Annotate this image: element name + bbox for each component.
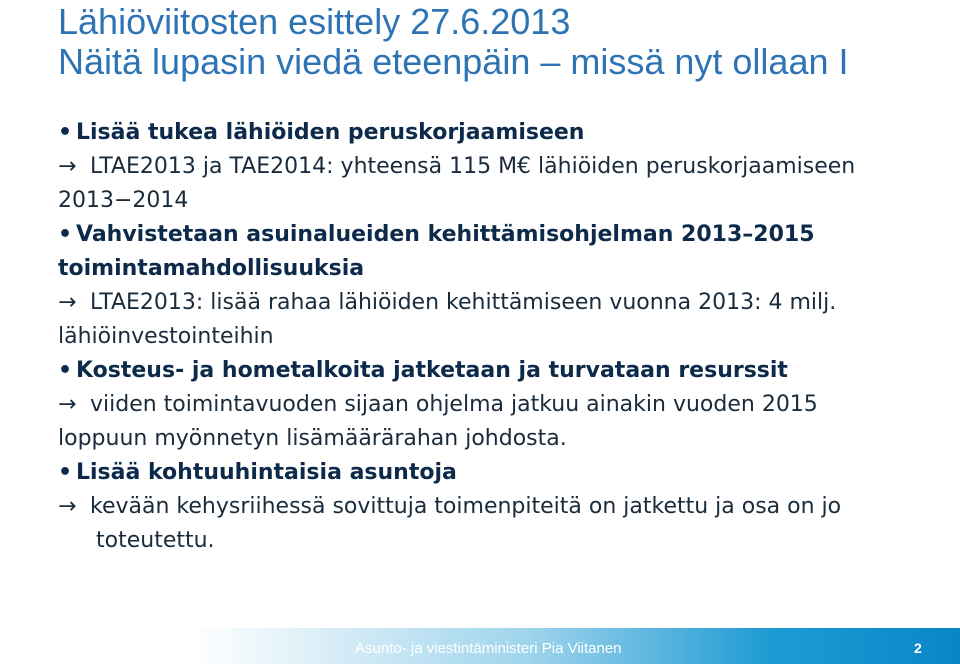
slide-content bbox=[58, 116, 938, 558]
bullet-icon: • bbox=[58, 222, 73, 247]
bullet-item bbox=[58, 456, 938, 490]
bullet-text: Lisää kohtuuhintaisia asuntoja bbox=[76, 460, 457, 485]
arrow-text-cont: toteutettu. bbox=[96, 528, 215, 553]
arrow-text-cont: loppuun myönnetyn lisämäärärahan johdosta. bbox=[58, 426, 567, 451]
footer-bar bbox=[0, 628, 960, 664]
arrow-right-icon: → bbox=[58, 290, 77, 315]
slide-title bbox=[58, 2, 849, 82]
arrow-right-icon: → bbox=[58, 392, 77, 417]
arrow-text-cont: 2013−2014 bbox=[58, 188, 189, 213]
page-number: 2 bbox=[914, 640, 922, 656]
arrow-text: LTAE2013: lisää rahaa lähiöiden kehittämiseen vuonna 2013: 4 milj. bbox=[90, 290, 837, 315]
bullet-item bbox=[58, 354, 938, 388]
arrow-text: LTAE2013 ja TAE2014: yhteensä 115 M€ lähiöiden peruskorjaamiseen bbox=[90, 154, 856, 179]
bullet-text: Lisää tukea lähiöiden peruskorjaamiseen bbox=[76, 120, 585, 145]
bullet-text-cont: toimintamahdollisuuksia bbox=[58, 256, 365, 281]
bullet-text: Vahvistetaan asuinalueiden kehittämisohjelman 2013–2015 bbox=[76, 222, 815, 247]
arrow-item bbox=[58, 388, 938, 456]
bullet-icon: • bbox=[58, 460, 73, 485]
arrow-text: viiden toimintavuoden sijaan ohjelma jatkuu ainakin vuoden 2015 bbox=[90, 392, 818, 417]
bullet-item bbox=[58, 116, 938, 150]
slide-title-line-2: Näitä lupasin viedä eteenpäin – missä nyt ollaan I bbox=[58, 41, 849, 82]
arrow-text: kevään kehysriihessä sovittuja toimenpiteitä on jatkettu ja osa on jo bbox=[90, 494, 842, 519]
arrow-item bbox=[58, 286, 938, 354]
bullet-icon: • bbox=[58, 358, 73, 383]
arrow-item bbox=[58, 490, 938, 558]
arrow-item bbox=[58, 150, 938, 218]
slide-title-line-1: Lähiöviitosten esittely 27.6.2013 bbox=[58, 1, 571, 42]
arrow-right-icon: → bbox=[58, 494, 77, 519]
bullet-item bbox=[58, 218, 938, 286]
footer-text: Asunto- ja viestintäministeri Pia Viitanen bbox=[355, 640, 622, 657]
bullet-text: Kosteus- ja hometalkoita jatketaan ja turvataan resurssit bbox=[76, 358, 788, 383]
arrow-right-icon: → bbox=[58, 154, 77, 179]
bullet-icon: • bbox=[58, 120, 73, 145]
arrow-text-cont: lähiöinvestointeihin bbox=[58, 324, 274, 349]
